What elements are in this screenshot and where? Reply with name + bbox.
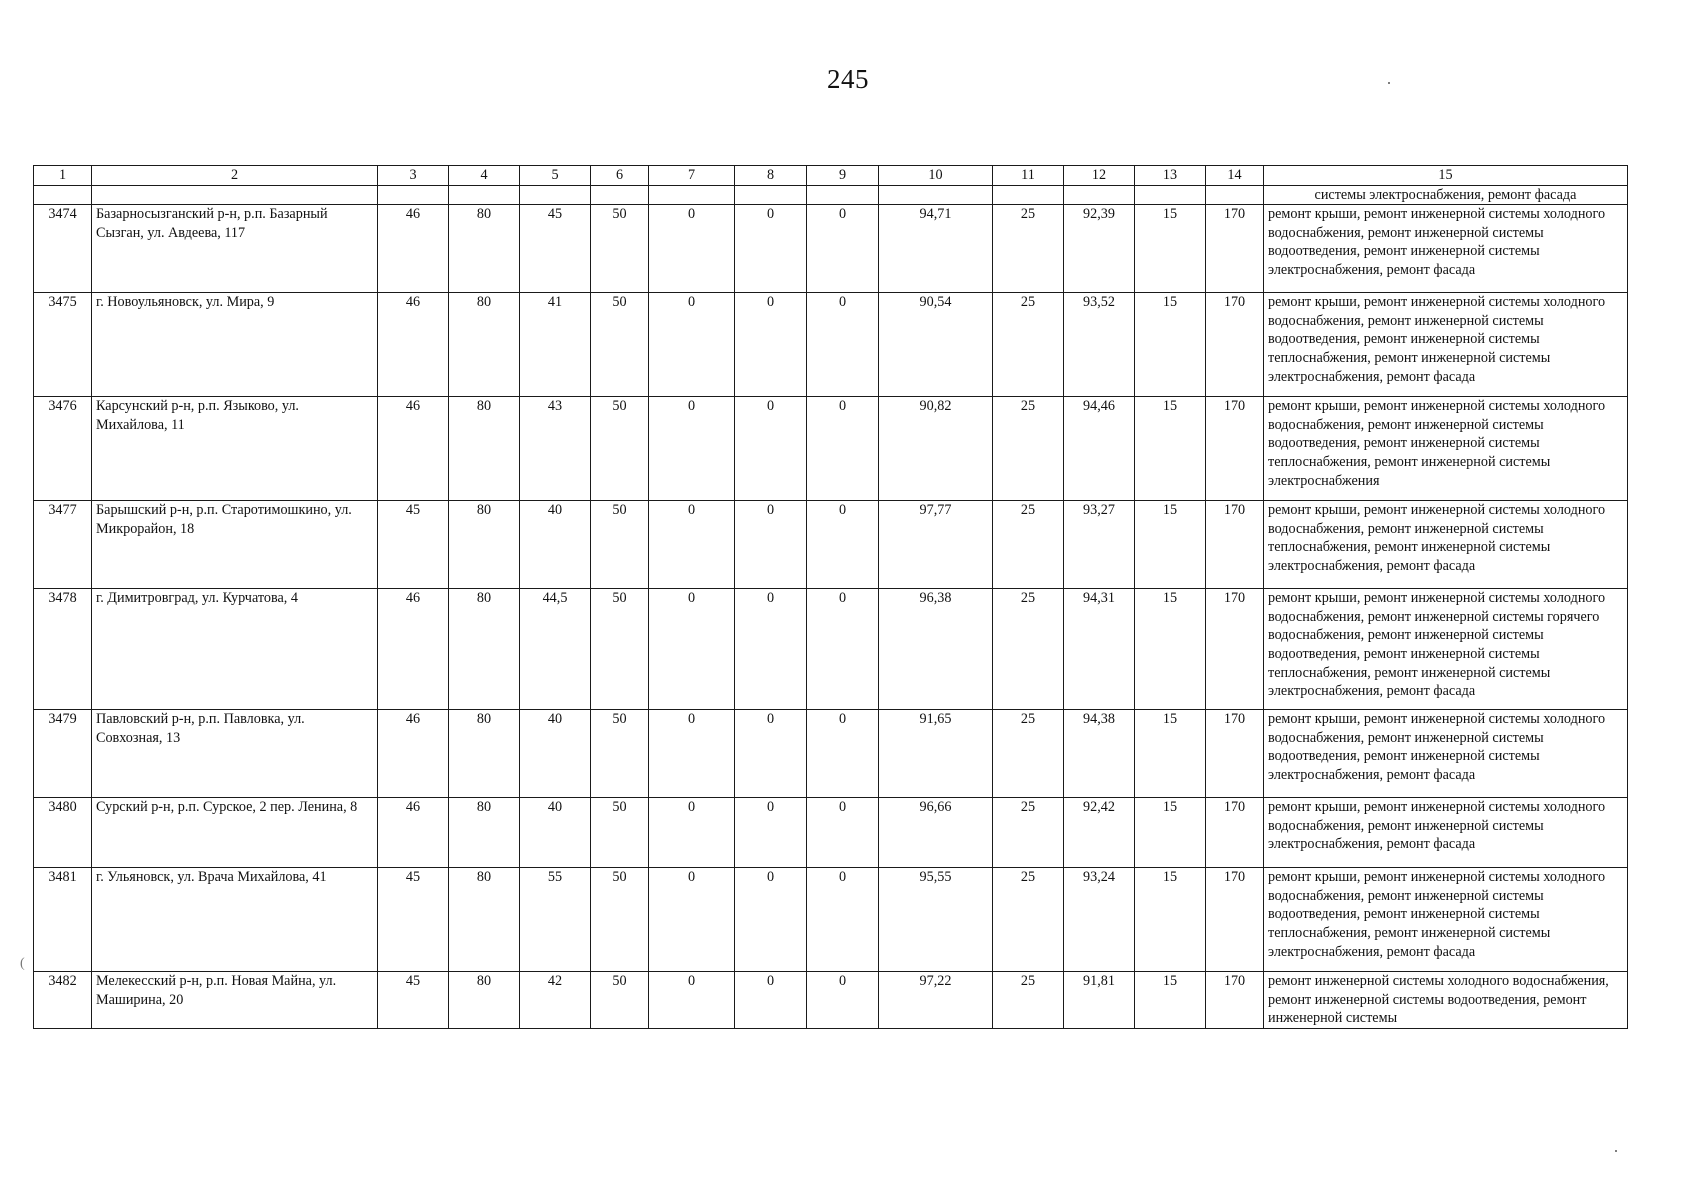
value-cell: 0 bbox=[735, 710, 807, 798]
table-row bbox=[34, 589, 1628, 710]
empty-cell bbox=[520, 185, 591, 205]
value-cell: 80 bbox=[449, 293, 520, 397]
margin-mark: ( bbox=[20, 956, 25, 971]
empty-cell bbox=[92, 185, 378, 205]
table-row bbox=[34, 710, 1628, 798]
value-cell: 0 bbox=[649, 589, 735, 710]
empty-cell bbox=[34, 185, 92, 205]
value-cell: 50 bbox=[591, 798, 649, 868]
value-cell: 15 bbox=[1135, 710, 1206, 798]
value-cell: 45 bbox=[520, 205, 591, 293]
value-cell: 0 bbox=[735, 972, 807, 1029]
value-cell: 50 bbox=[591, 293, 649, 397]
value-cell: 50 bbox=[591, 868, 649, 972]
value-cell: 15 bbox=[1135, 798, 1206, 868]
value-cell: 80 bbox=[449, 205, 520, 293]
empty-cell bbox=[378, 185, 449, 205]
value-cell: 46 bbox=[378, 293, 449, 397]
value-cell: 80 bbox=[449, 589, 520, 710]
value-cell: 15 bbox=[1135, 501, 1206, 589]
value-cell: 0 bbox=[735, 293, 807, 397]
address-cell: Карсунский р-н, р.п. Языково, ул. Михайлова, 11 bbox=[92, 397, 378, 501]
header-row bbox=[34, 166, 1628, 186]
table-body bbox=[34, 166, 1628, 1029]
value-cell: 96,66 bbox=[879, 798, 993, 868]
value-cell: 25 bbox=[993, 798, 1064, 868]
column-header: 10 bbox=[879, 166, 993, 186]
value-cell: 46 bbox=[378, 710, 449, 798]
address-cell: г. Новоульяновск, ул. Мира, 9 bbox=[92, 293, 378, 397]
works-cell: ремонт крыши, ремонт инженерной системы холодного водоснабжения, ремонт инженерной системы теплоснабжения, ремонт инженерной системы электроснабжения, ремонт фасада bbox=[1264, 501, 1628, 589]
value-cell: 170 bbox=[1206, 710, 1264, 798]
works-cell: ремонт крыши, ремонт инженерной системы холодного водоснабжения, ремонт инженерной системы водоотведения, ремонт инженерной системы электроснабжения, ремонт фасада bbox=[1264, 205, 1628, 293]
works-cell: ремонт инженерной системы холодного водоснабжения, ремонт инженерной системы водоотведения, ремонт инженерной системы bbox=[1264, 972, 1628, 1029]
value-cell: 0 bbox=[735, 205, 807, 293]
value-cell: 50 bbox=[591, 501, 649, 589]
value-cell: 80 bbox=[449, 710, 520, 798]
row-number: 3482 bbox=[34, 972, 92, 1029]
works-cell: ремонт крыши, ремонт инженерной системы холодного водоснабжения, ремонт инженерной системы водоотведения, ремонт инженерной системы теплоснабжения, ремонт инженерной системы электроснабжения bbox=[1264, 397, 1628, 501]
address-cell: Барышский р-н, р.п. Старотимошкино, ул. Микрорайон, 18 bbox=[92, 501, 378, 589]
empty-cell bbox=[449, 185, 520, 205]
value-cell: 0 bbox=[735, 589, 807, 710]
value-cell: 93,52 bbox=[1064, 293, 1135, 397]
value-cell: 170 bbox=[1206, 205, 1264, 293]
value-cell: 90,82 bbox=[879, 397, 993, 501]
empty-cell bbox=[735, 185, 807, 205]
column-header: 8 bbox=[735, 166, 807, 186]
value-cell: 0 bbox=[649, 972, 735, 1029]
table-row bbox=[34, 205, 1628, 293]
value-cell: 46 bbox=[378, 589, 449, 710]
value-cell: 170 bbox=[1206, 589, 1264, 710]
row-number: 3477 bbox=[34, 501, 92, 589]
value-cell: 170 bbox=[1206, 868, 1264, 972]
value-cell: 25 bbox=[993, 397, 1064, 501]
works-cell: ремонт крыши, ремонт инженерной системы холодного водоснабжения, ремонт инженерной системы водоотведения, ремонт инженерной системы теплоснабжения, ремонт инженерной системы электроснабжения, ремонт фасада bbox=[1264, 293, 1628, 397]
address-cell: Базарносызганский р-н, р.п. Базарный Сызган, ул. Авдеева, 117 bbox=[92, 205, 378, 293]
row-number: 3475 bbox=[34, 293, 92, 397]
row-number: 3474 bbox=[34, 205, 92, 293]
page-number: 245 bbox=[827, 64, 869, 94]
value-cell: 0 bbox=[807, 868, 879, 972]
value-cell: 0 bbox=[807, 710, 879, 798]
value-cell: 46 bbox=[378, 798, 449, 868]
address-cell: г. Димитровград, ул. Курчатова, 4 bbox=[92, 589, 378, 710]
value-cell: 15 bbox=[1135, 868, 1206, 972]
value-cell: 25 bbox=[993, 293, 1064, 397]
value-cell: 45 bbox=[378, 972, 449, 1029]
value-cell: 170 bbox=[1206, 501, 1264, 589]
value-cell: 92,42 bbox=[1064, 798, 1135, 868]
value-cell: 15 bbox=[1135, 293, 1206, 397]
works-cell: ремонт крыши, ремонт инженерной системы холодного водоснабжения, ремонт инженерной системы водоотведения, ремонт инженерной системы теплоснабжения, ремонт инженерной системы электроснабжения, ремонт фасада bbox=[1264, 868, 1628, 972]
value-cell: 50 bbox=[591, 589, 649, 710]
value-cell: 45 bbox=[378, 501, 449, 589]
value-cell: 94,31 bbox=[1064, 589, 1135, 710]
value-cell: 91,81 bbox=[1064, 972, 1135, 1029]
value-cell: 40 bbox=[520, 501, 591, 589]
address-cell: г. Ульяновск, ул. Врача Михайлова, 41 bbox=[92, 868, 378, 972]
value-cell: 40 bbox=[520, 798, 591, 868]
row-number: 3478 bbox=[34, 589, 92, 710]
column-header: 4 bbox=[449, 166, 520, 186]
value-cell: 95,55 bbox=[879, 868, 993, 972]
value-cell: 0 bbox=[649, 397, 735, 501]
column-header: 1 bbox=[34, 166, 92, 186]
value-cell: 92,39 bbox=[1064, 205, 1135, 293]
table-row bbox=[34, 501, 1628, 589]
value-cell: 170 bbox=[1206, 293, 1264, 397]
value-cell: 0 bbox=[649, 205, 735, 293]
value-cell: 80 bbox=[449, 397, 520, 501]
works-cell: ремонт крыши, ремонт инженерной системы холодного водоснабжения, ремонт инженерной системы водоотведения, ремонт инженерной системы электроснабжения, ремонт фасада bbox=[1264, 710, 1628, 798]
column-header: 5 bbox=[520, 166, 591, 186]
value-cell: 0 bbox=[735, 868, 807, 972]
empty-cell bbox=[1064, 185, 1135, 205]
works-cell: ремонт крыши, ремонт инженерной системы холодного водоснабжения, ремонт инженерной системы горячего водоснабжения, ремонт инженерной системы водоотведения, ремонт инженерной системы теплоснабжения, ремонт инженерной системы электроснабжения, ремонт фасада bbox=[1264, 589, 1628, 710]
value-cell: 170 bbox=[1206, 798, 1264, 868]
value-cell: 25 bbox=[993, 972, 1064, 1029]
value-cell: 45 bbox=[378, 868, 449, 972]
value-cell: 0 bbox=[649, 293, 735, 397]
empty-cell bbox=[993, 185, 1064, 205]
value-cell: 25 bbox=[993, 868, 1064, 972]
value-cell: 80 bbox=[449, 798, 520, 868]
works-cell: системы электроснабжения, ремонт фасада bbox=[1264, 185, 1628, 205]
table-row bbox=[34, 397, 1628, 501]
value-cell: 25 bbox=[993, 205, 1064, 293]
value-cell: 15 bbox=[1135, 972, 1206, 1029]
table-row bbox=[34, 868, 1628, 972]
value-cell: 0 bbox=[807, 397, 879, 501]
column-header: 7 bbox=[649, 166, 735, 186]
empty-cell bbox=[1135, 185, 1206, 205]
row-number: 3480 bbox=[34, 798, 92, 868]
value-cell: 0 bbox=[807, 501, 879, 589]
continuation-row bbox=[34, 185, 1628, 205]
column-header: 2 bbox=[92, 166, 378, 186]
column-header: 12 bbox=[1064, 166, 1135, 186]
value-cell: 50 bbox=[591, 972, 649, 1029]
value-cell: 0 bbox=[649, 798, 735, 868]
column-header: 14 bbox=[1206, 166, 1264, 186]
empty-cell bbox=[879, 185, 993, 205]
value-cell: 0 bbox=[735, 798, 807, 868]
column-header: 11 bbox=[993, 166, 1064, 186]
address-cell: Мелекесский р-н, р.п. Новая Майна, ул. Маширина, 20 bbox=[92, 972, 378, 1029]
value-cell: 0 bbox=[649, 868, 735, 972]
column-header: 13 bbox=[1135, 166, 1206, 186]
address-cell: Павловский р-н, р.п. Павловка, ул. Совхозная, 13 bbox=[92, 710, 378, 798]
row-number: 3479 bbox=[34, 710, 92, 798]
value-cell: 170 bbox=[1206, 972, 1264, 1029]
value-cell: 93,24 bbox=[1064, 868, 1135, 972]
value-cell: 15 bbox=[1135, 397, 1206, 501]
table-row bbox=[34, 798, 1628, 868]
table-row bbox=[34, 293, 1628, 397]
value-cell: 94,46 bbox=[1064, 397, 1135, 501]
value-cell: 97,22 bbox=[879, 972, 993, 1029]
value-cell: 55 bbox=[520, 868, 591, 972]
value-cell: 50 bbox=[591, 397, 649, 501]
value-cell: 94,38 bbox=[1064, 710, 1135, 798]
scan-speck bbox=[1388, 82, 1390, 84]
value-cell: 25 bbox=[993, 501, 1064, 589]
value-cell: 41 bbox=[520, 293, 591, 397]
value-cell: 40 bbox=[520, 710, 591, 798]
value-cell: 170 bbox=[1206, 397, 1264, 501]
row-number: 3481 bbox=[34, 868, 92, 972]
value-cell: 80 bbox=[449, 501, 520, 589]
value-cell: 91,65 bbox=[879, 710, 993, 798]
value-cell: 0 bbox=[735, 397, 807, 501]
value-cell: 80 bbox=[449, 972, 520, 1029]
value-cell: 93,27 bbox=[1064, 501, 1135, 589]
value-cell: 0 bbox=[735, 501, 807, 589]
works-cell: ремонт крыши, ремонт инженерной системы холодного водоснабжения, ремонт инженерной системы электроснабжения, ремонт фасада bbox=[1264, 798, 1628, 868]
value-cell: 50 bbox=[591, 710, 649, 798]
table-row bbox=[34, 972, 1628, 1029]
value-cell: 0 bbox=[807, 972, 879, 1029]
value-cell: 46 bbox=[378, 205, 449, 293]
column-header: 6 bbox=[591, 166, 649, 186]
value-cell: 94,71 bbox=[879, 205, 993, 293]
value-cell: 15 bbox=[1135, 205, 1206, 293]
value-cell: 46 bbox=[378, 397, 449, 501]
value-cell: 0 bbox=[807, 293, 879, 397]
value-cell: 0 bbox=[807, 205, 879, 293]
value-cell: 96,38 bbox=[879, 589, 993, 710]
scan-speck bbox=[1615, 1150, 1617, 1152]
value-cell: 90,54 bbox=[879, 293, 993, 397]
value-cell: 43 bbox=[520, 397, 591, 501]
register-table bbox=[33, 165, 1628, 1029]
value-cell: 25 bbox=[993, 589, 1064, 710]
address-cell: Сурский р-н, р.п. Сурское, 2 пер. Ленина, 8 bbox=[92, 798, 378, 868]
value-cell: 50 bbox=[591, 205, 649, 293]
value-cell: 0 bbox=[649, 710, 735, 798]
value-cell: 80 bbox=[449, 868, 520, 972]
column-header: 3 bbox=[378, 166, 449, 186]
value-cell: 97,77 bbox=[879, 501, 993, 589]
column-header: 9 bbox=[807, 166, 879, 186]
value-cell: 0 bbox=[807, 589, 879, 710]
empty-cell bbox=[807, 185, 879, 205]
value-cell: 44,5 bbox=[520, 589, 591, 710]
empty-cell bbox=[649, 185, 735, 205]
column-header: 15 bbox=[1264, 166, 1628, 186]
value-cell: 0 bbox=[807, 798, 879, 868]
value-cell: 15 bbox=[1135, 589, 1206, 710]
empty-cell bbox=[591, 185, 649, 205]
value-cell: 0 bbox=[649, 501, 735, 589]
value-cell: 42 bbox=[520, 972, 591, 1029]
row-number: 3476 bbox=[34, 397, 92, 501]
empty-cell bbox=[1206, 185, 1264, 205]
value-cell: 25 bbox=[993, 710, 1064, 798]
